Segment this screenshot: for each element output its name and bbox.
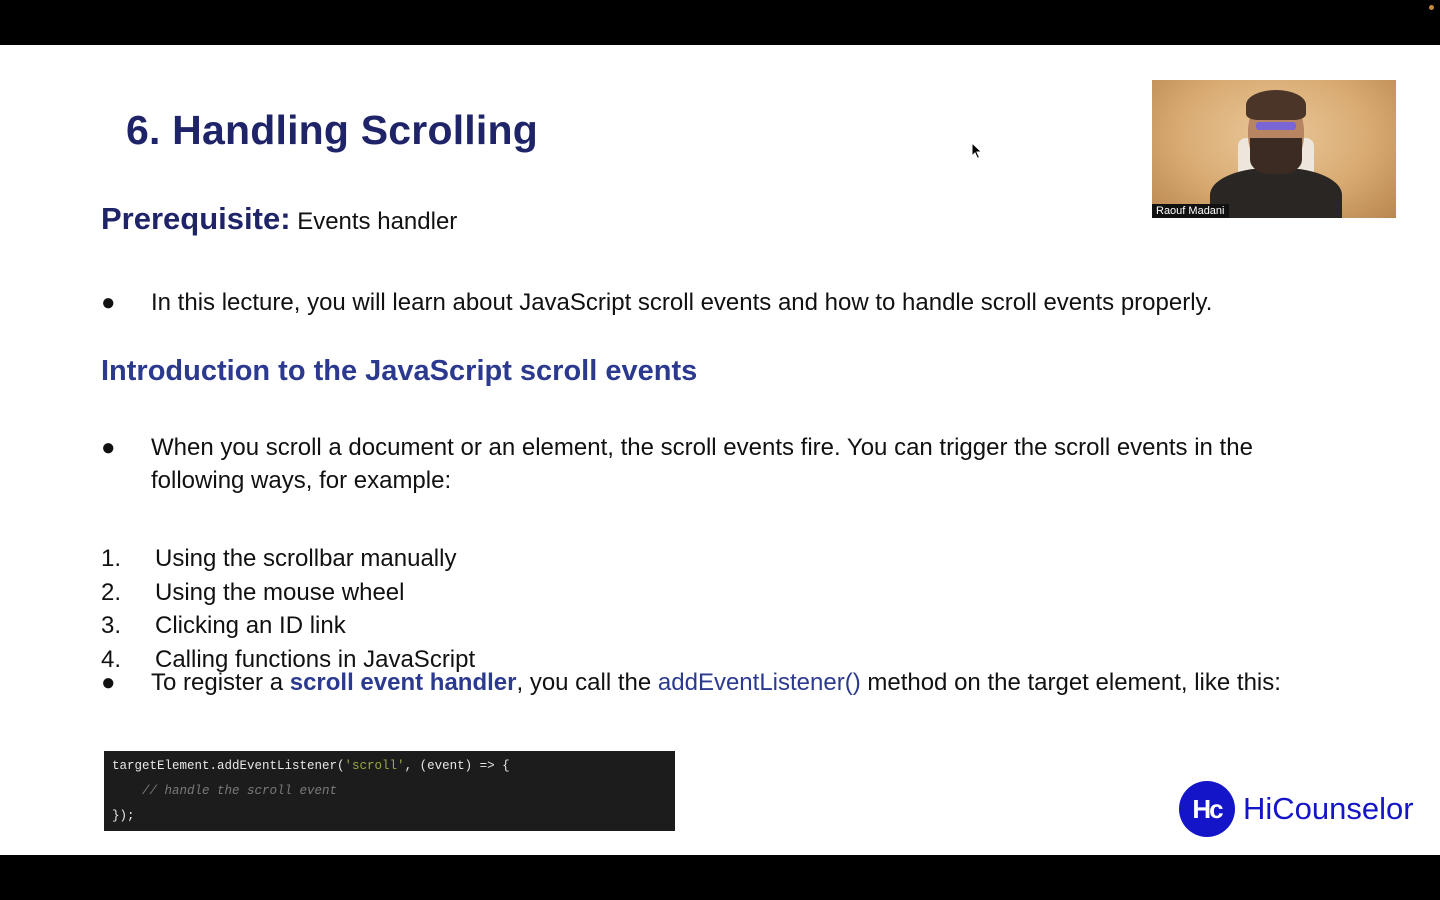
code-block bbox=[104, 751, 675, 831]
list-text: Calling functions in JavaScript bbox=[155, 646, 476, 674]
bullet-register bbox=[101, 666, 1321, 699]
speaker-video-tile[interactable] bbox=[1152, 80, 1396, 218]
code-line-1 bbox=[112, 759, 510, 773]
speaker-body bbox=[1210, 168, 1342, 218]
logo-mark-icon: Hc bbox=[1179, 781, 1235, 837]
participant-name-label: Raouf Madani bbox=[1152, 204, 1229, 218]
list-text: Using the scrollbar manually bbox=[155, 545, 457, 572]
text-segment: method on the target element, like this: bbox=[860, 669, 1281, 696]
code-line-2: // handle the scroll event bbox=[112, 784, 338, 798]
mouse-cursor-icon bbox=[971, 142, 983, 160]
code-token: targetElement.addEventListener( bbox=[112, 759, 345, 773]
list-text: Clicking an ID link bbox=[155, 612, 346, 640]
bullet-scroll-fire bbox=[101, 431, 1321, 497]
speaker-hair bbox=[1246, 90, 1306, 120]
prerequisite-value: Events handler bbox=[297, 208, 458, 235]
presentation-slide bbox=[0, 45, 1440, 855]
list-number: 3. bbox=[101, 612, 122, 640]
speaker-glasses bbox=[1256, 122, 1296, 130]
highlight-scroll-event-handler: scroll event handler bbox=[289, 669, 517, 696]
speaker-beard bbox=[1250, 138, 1302, 174]
prerequisite bbox=[101, 201, 457, 237]
section-heading: Introduction to the JavaScript scroll events bbox=[101, 355, 698, 387]
list-number: 4. bbox=[101, 646, 122, 674]
list-item bbox=[101, 542, 475, 576]
bullet-text: When you scroll a document or an element, the scroll events fire. You can trigger the scroll events in the following ways, for example: bbox=[151, 434, 1253, 494]
code-line-3: }); bbox=[112, 809, 135, 823]
ways-list bbox=[101, 542, 475, 677]
bullet-text: In this lecture, you will learn about JavaScript scroll events and how to handle scroll events properly. bbox=[151, 289, 1213, 316]
hicounselor-logo bbox=[1179, 781, 1414, 837]
text-segment: To register a bbox=[151, 669, 290, 696]
bullet-icon: ● bbox=[101, 434, 116, 461]
list-number: 2. bbox=[101, 578, 122, 606]
top-black-bar bbox=[0, 0, 1440, 45]
recording-indicator-icon bbox=[1429, 5, 1434, 10]
prerequisite-label: Prerequisite: bbox=[101, 201, 291, 236]
highlight-method-name: addEventListener() bbox=[657, 669, 861, 696]
list-item bbox=[101, 576, 475, 610]
text-segment: , you call the bbox=[516, 669, 658, 696]
list-number: 1. bbox=[101, 545, 122, 572]
bullet-icon: ● bbox=[101, 669, 116, 696]
bottom-black-bar bbox=[0, 855, 1440, 900]
list-text: Using the mouse wheel bbox=[155, 578, 405, 606]
logo-text: HiCounselor bbox=[1243, 791, 1414, 826]
code-token: , (event) => { bbox=[404, 759, 510, 773]
bullet-text bbox=[151, 666, 1321, 699]
list-item bbox=[101, 609, 475, 643]
code-string: 'scroll' bbox=[344, 759, 405, 773]
slide-title: 6. Handling Scrolling bbox=[126, 107, 538, 153]
bullet-icon: ● bbox=[101, 289, 116, 316]
bullet-intro bbox=[101, 286, 1321, 319]
